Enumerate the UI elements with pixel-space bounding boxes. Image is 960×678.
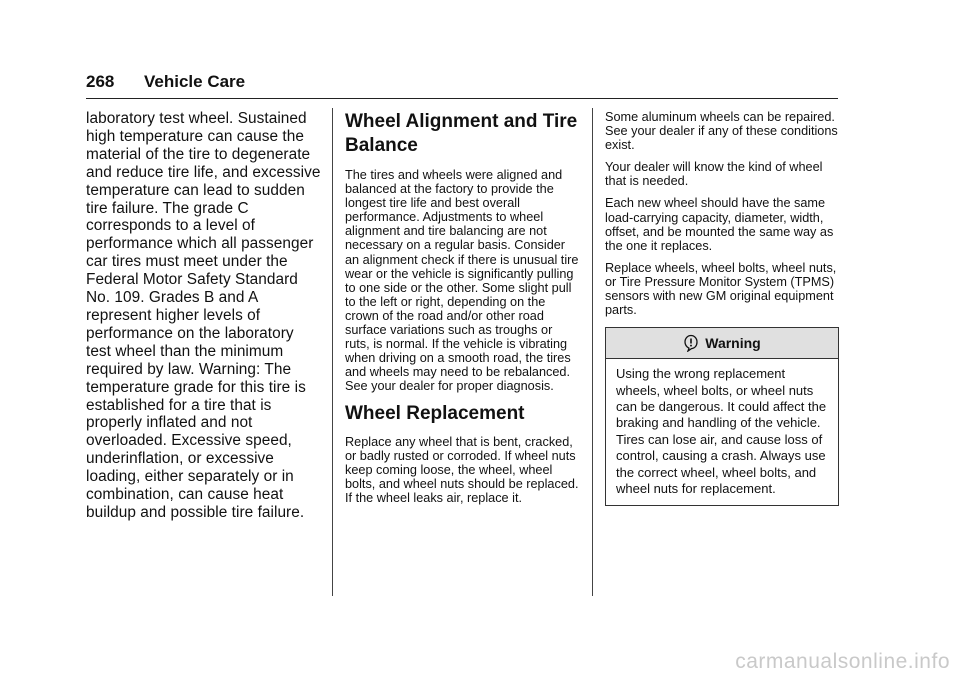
header-rule bbox=[86, 98, 838, 99]
page-number: 268 bbox=[86, 72, 115, 91]
section-title: Vehicle Care bbox=[144, 72, 246, 91]
warning-triangle-icon bbox=[683, 334, 699, 352]
column-2 bbox=[345, 110, 579, 513]
wheel-leak-paragraph: If the wheel leaks air, replace it. bbox=[345, 490, 523, 505]
watermark: carmanualsonline.info bbox=[735, 650, 950, 673]
warning-header bbox=[606, 328, 838, 359]
column-3 bbox=[605, 110, 839, 506]
column-divider-1 bbox=[332, 108, 333, 596]
warning-box bbox=[605, 327, 839, 506]
column-1 bbox=[86, 110, 322, 522]
page-header bbox=[86, 72, 245, 92]
tire-temperature-paragraph: laboratory test wheel. Sustained high temperature can cause the material of the tire to degenerate and reduce tire life, and excessive temperature can lead to sudden tire failure. The grade C corresponds to a level of performance which all passenger car tires must meet under the Federal Motor Safety Standard No. 109. Grades B and A represent higher levels of performance on the laboratory test wheel than the minimum required by law. Warning: The temperature grade for this tire is established for a tire that is properly inflated and not overloaded. Excessive speed, underinflation, or excessive loading, either separately or in combination, can cause heat buildup and possible tire failure. bbox=[86, 110, 321, 521]
wheel-alignment-paragraph: The tires and wheels were aligned and balanced at the factory to provide the longest tire life and best overall performance. Adjustments to wheel alignment and tire balancing are not necessary on a regular basis. Consider an alignment check if there is unusual tire wear or the vehicle is significantly pulling to one side or the other. Some slight pull to the left or right, depending on the crown of the road and/or other road surface variations such as troughs or ruts, is normal. If the vehicle is vibrating when driving on a smooth road, the tires and wheels may need to be rebalanced. See your dealer for proper diagnosis. bbox=[345, 168, 579, 394]
warning-title: Warning bbox=[705, 335, 761, 352]
wheel-alignment-heading: Wheel Alignment and Tire Balance bbox=[345, 111, 578, 156]
new-wheel-paragraph: Each new wheel should have the same load-carrying capacity, diameter, width, offset, and be mounted the same way as the one it replaces. bbox=[605, 196, 834, 253]
dealer-paragraph: Your dealer will know the kind of wheel that is needed. bbox=[605, 160, 823, 189]
column-divider-2 bbox=[592, 108, 593, 596]
wheel-replacement-paragraph: Replace any wheel that is bent, cracked, or badly rusted or corroded. If wheel nuts keep coming loose, the wheel, wheel bolts, and wheel nuts should be replaced. bbox=[345, 434, 579, 491]
replace-parts-paragraph: Replace wheels, wheel bolts, wheel nuts, or Tire Pressure Monitor System (TPMS) sensors with new GM original equipment parts. bbox=[605, 260, 837, 318]
aluminum-wheels-paragraph: Some aluminum wheels can be repaired. See your dealer if any of these conditions exist. bbox=[605, 110, 838, 153]
wheel-replacement-heading: Wheel Replacement bbox=[345, 402, 525, 424]
warning-text: Using the wrong replacement wheels, wheel bolts, or wheel nuts can be dangerous. It could affect the braking and handling of the vehicle. Tires can lose air, and cause loss of control, causing a crash. Always use the correct wheel, wheel bolts, and wheel nuts for replacement. bbox=[616, 366, 827, 497]
